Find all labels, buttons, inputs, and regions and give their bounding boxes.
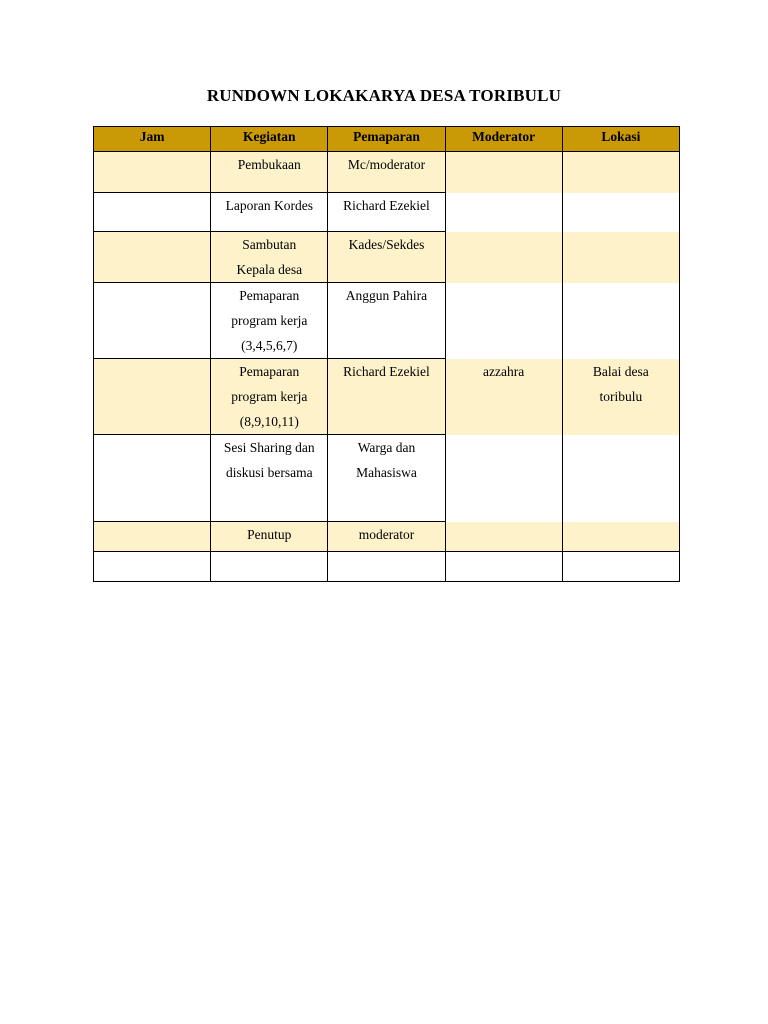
header-jam: Jam xyxy=(94,127,211,152)
cell-moderator xyxy=(445,193,562,232)
cell-pemaparan: moderator xyxy=(328,522,445,552)
cell-lokasi xyxy=(562,232,679,283)
table-row xyxy=(94,283,680,359)
header-kegiatan: Kegiatan xyxy=(211,127,328,152)
table-header-row xyxy=(94,127,680,152)
header-lokasi: Lokasi xyxy=(562,127,679,152)
cell-jam xyxy=(94,193,211,232)
table-row xyxy=(94,359,680,435)
cell-moderator xyxy=(445,232,562,283)
cell-jam xyxy=(94,552,211,582)
cell-kegiatan: Sesi Sharing dan diskusi bersama xyxy=(211,435,328,522)
table-row xyxy=(94,552,680,582)
cell-moderator xyxy=(445,283,562,359)
cell-moderator: azzahra xyxy=(445,359,562,435)
cell-lokasi xyxy=(562,552,679,582)
cell-jam xyxy=(94,283,211,359)
table-row xyxy=(94,152,680,193)
cell-jam xyxy=(94,359,211,435)
cell-kegiatan xyxy=(211,552,328,582)
cell-kegiatan: Pembukaan xyxy=(211,152,328,193)
table-row xyxy=(94,193,680,232)
table-row xyxy=(94,232,680,283)
table-row xyxy=(94,435,680,522)
cell-jam xyxy=(94,152,211,193)
cell-lokasi xyxy=(562,435,679,522)
rundown-table xyxy=(93,126,680,582)
cell-kegiatan: Penutup xyxy=(211,522,328,552)
cell-jam xyxy=(94,522,211,552)
cell-lokasi xyxy=(562,283,679,359)
cell-pemaparan xyxy=(328,552,445,582)
cell-pemaparan: Anggun Pahira xyxy=(328,283,445,359)
header-pemaparan: Pemaparan xyxy=(328,127,445,152)
cell-kegiatan: Sambutan Kepala desa xyxy=(211,232,328,283)
header-moderator: Moderator xyxy=(445,127,562,152)
cell-moderator xyxy=(445,522,562,552)
cell-kegiatan: Pemaparan program kerja (8,9,10,11) xyxy=(211,359,328,435)
cell-lokasi: Balai desa toribulu xyxy=(562,359,679,435)
cell-kegiatan: Pemaparan program kerja (3,4,5,6,7) xyxy=(211,283,328,359)
cell-pemaparan: Mc/moderator xyxy=(328,152,445,193)
table-row xyxy=(94,522,680,552)
cell-kegiatan: Laporan Kordes xyxy=(211,193,328,232)
cell-moderator xyxy=(445,552,562,582)
cell-pemaparan: Kades/Sekdes xyxy=(328,232,445,283)
cell-pemaparan: Richard Ezekiel xyxy=(328,359,445,435)
cell-jam xyxy=(94,435,211,522)
cell-jam xyxy=(94,232,211,283)
cell-lokasi xyxy=(562,522,679,552)
cell-pemaparan: Richard Ezekiel xyxy=(328,193,445,232)
cell-moderator xyxy=(445,435,562,522)
cell-lokasi xyxy=(562,193,679,232)
cell-lokasi xyxy=(562,152,679,193)
document-title: RUNDOWN LOKAKARYA DESA TORIBULU xyxy=(206,86,562,105)
cell-pemaparan: Warga dan Mahasiswa xyxy=(328,435,445,522)
cell-moderator xyxy=(445,152,562,193)
